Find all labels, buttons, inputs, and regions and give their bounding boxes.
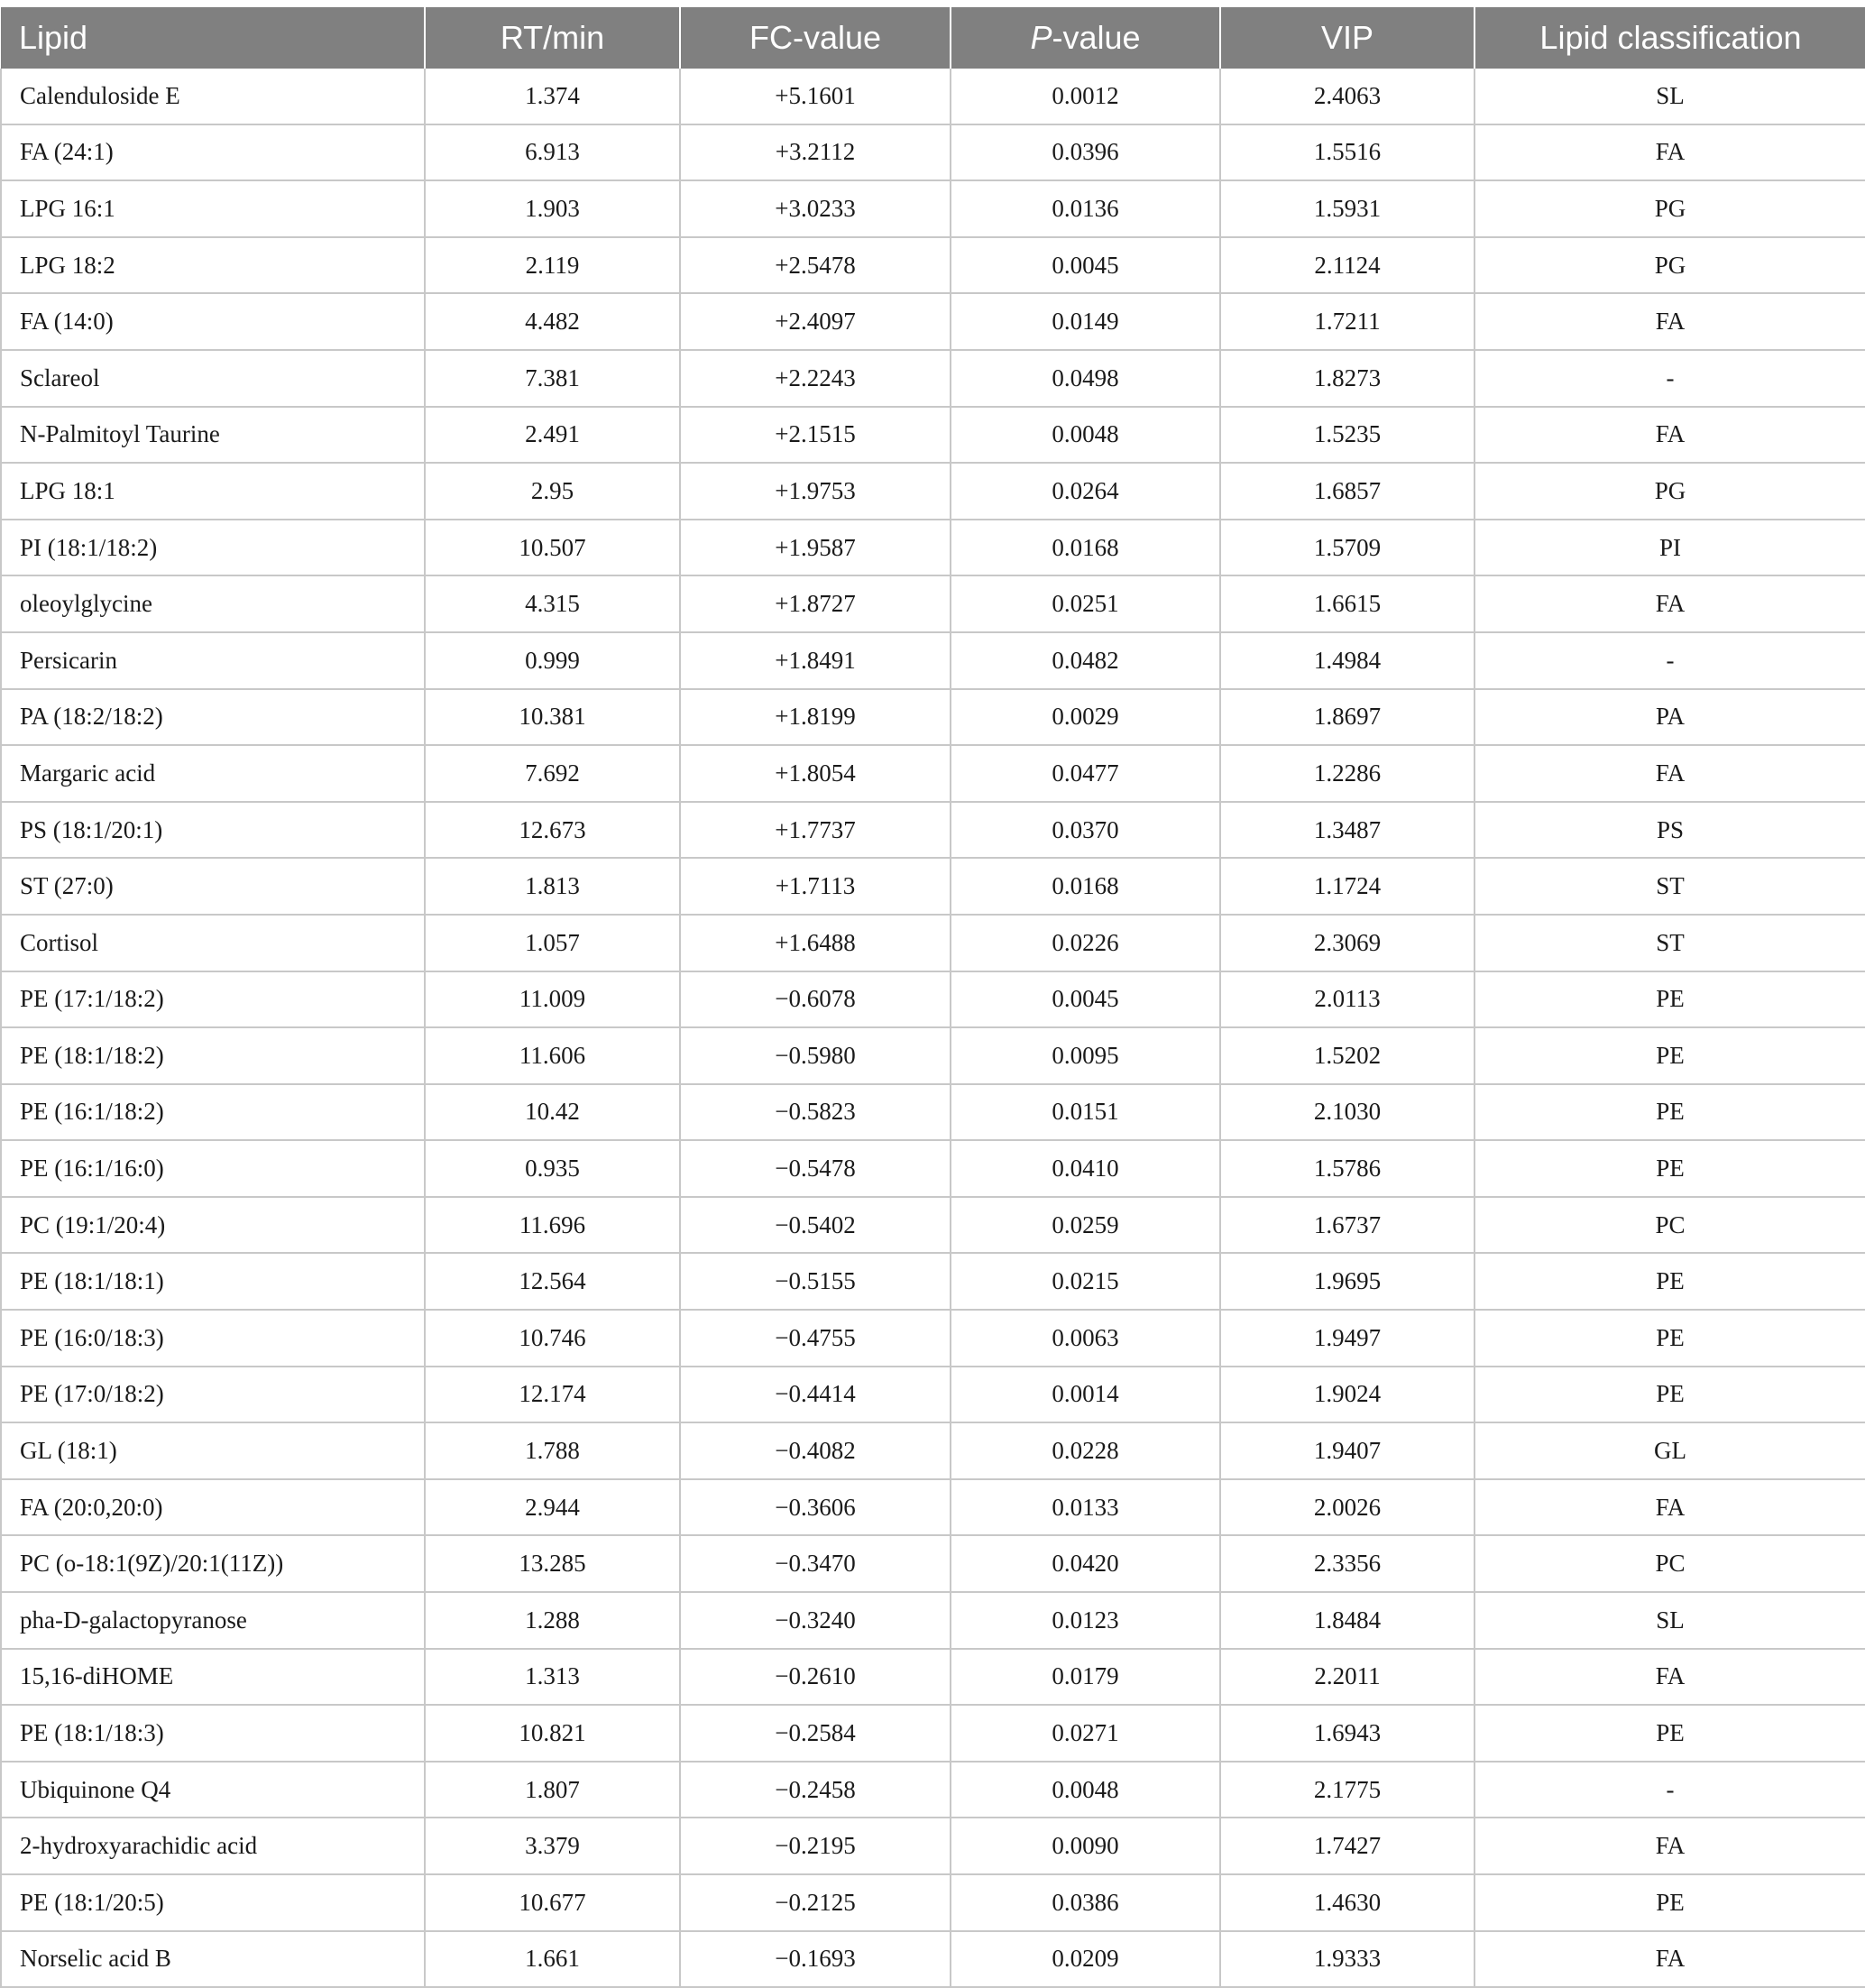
fc-value-cell: −0.5478 — [680, 1140, 951, 1197]
fc-value-cell: +1.8199 — [680, 689, 951, 746]
table-row — [1, 1310, 1865, 1367]
lipid-cell: LPG 18:2 — [1, 237, 425, 294]
p-value-cell: 0.0095 — [951, 1027, 1220, 1084]
classification-cell: PC — [1475, 1197, 1865, 1254]
vip-cell: 1.1724 — [1220, 858, 1475, 915]
table-row — [1, 689, 1865, 746]
classification-cell: FA — [1475, 1931, 1865, 1988]
classification-cell: FA — [1475, 1649, 1865, 1706]
fc-value-cell: +2.4097 — [680, 293, 951, 350]
table-row — [1, 463, 1865, 520]
fc-value-cell: +5.1601 — [680, 69, 951, 124]
p-value-cell: 0.0133 — [951, 1479, 1220, 1536]
p-value-cell: 0.0259 — [951, 1197, 1220, 1254]
p-value-cell: 0.0045 — [951, 237, 1220, 294]
classification-cell: PE — [1475, 1027, 1865, 1084]
lipid-cell: PE (16:1/16:0) — [1, 1140, 425, 1197]
lipid-cell: Calenduloside E — [1, 69, 425, 124]
p-value-cell: 0.0498 — [951, 350, 1220, 407]
lipid-cell: LPG 18:1 — [1, 463, 425, 520]
rt-cell: 11.009 — [425, 971, 680, 1028]
vip-cell: 1.6857 — [1220, 463, 1475, 520]
classification-cell: FA — [1475, 407, 1865, 464]
table-row — [1, 1762, 1865, 1818]
p-value-cell: 0.0209 — [951, 1931, 1220, 1988]
p-value-cell: 0.0168 — [951, 858, 1220, 915]
rt-cell: 12.673 — [425, 802, 680, 859]
table-body — [1, 69, 1865, 1987]
p-value-cell: 0.0149 — [951, 293, 1220, 350]
fc-value-cell: −0.3470 — [680, 1535, 951, 1592]
table-row — [1, 124, 1865, 181]
table-row — [1, 350, 1865, 407]
p-value-cell: 0.0386 — [951, 1874, 1220, 1931]
table-row — [1, 1197, 1865, 1254]
vip-cell: 1.6615 — [1220, 575, 1475, 632]
classification-cell: PE — [1475, 1310, 1865, 1367]
fc-value-cell: −0.5823 — [680, 1084, 951, 1141]
fc-value-cell: −0.3240 — [680, 1592, 951, 1649]
rt-cell: 1.807 — [425, 1762, 680, 1818]
table-row — [1, 180, 1865, 237]
classification-cell: ST — [1475, 858, 1865, 915]
fc-value-cell: +1.9753 — [680, 463, 951, 520]
vip-cell: 1.5235 — [1220, 407, 1475, 464]
classification-cell: SL — [1475, 1592, 1865, 1649]
lipid-cell: PE (16:1/18:2) — [1, 1084, 425, 1141]
classification-cell: PI — [1475, 520, 1865, 576]
vip-cell: 2.1124 — [1220, 237, 1475, 294]
fc-value-cell: +1.8727 — [680, 575, 951, 632]
rt-cell: 3.379 — [425, 1818, 680, 1874]
table-row — [1, 1422, 1865, 1479]
vip-cell: 1.7211 — [1220, 293, 1475, 350]
lipid-cell: PI (18:1/18:2) — [1, 520, 425, 576]
classification-cell: PE — [1475, 1705, 1865, 1762]
lipid-cell: Persicarin — [1, 632, 425, 689]
p-value-cell: 0.0063 — [951, 1310, 1220, 1367]
fc-value-cell: +1.9587 — [680, 520, 951, 576]
lipid-cell: Sclareol — [1, 350, 425, 407]
vip-cell: 2.4063 — [1220, 69, 1475, 124]
rt-cell: 1.313 — [425, 1649, 680, 1706]
header-p-suffix: -value — [1052, 19, 1141, 56]
p-value-cell: 0.0396 — [951, 124, 1220, 181]
p-value-cell: 0.0251 — [951, 575, 1220, 632]
lipid-cell: PC (19:1/20:4) — [1, 1197, 425, 1254]
vip-cell: 1.5709 — [1220, 520, 1475, 576]
lipid-cell: oleoylglycine — [1, 575, 425, 632]
rt-cell: 1.057 — [425, 915, 680, 971]
p-value-cell: 0.0048 — [951, 407, 1220, 464]
lipid-cell: PS (18:1/20:1) — [1, 802, 425, 859]
classification-cell: FA — [1475, 1818, 1865, 1874]
fc-value-cell: −0.2195 — [680, 1818, 951, 1874]
classification-cell: - — [1475, 350, 1865, 407]
fc-value-cell: +3.0233 — [680, 180, 951, 237]
rt-cell: 7.381 — [425, 350, 680, 407]
lipid-cell: Cortisol — [1, 915, 425, 971]
fc-value-cell: +2.2243 — [680, 350, 951, 407]
rt-cell: 2.119 — [425, 237, 680, 294]
fc-value-cell: +3.2112 — [680, 124, 951, 181]
fc-value-cell: +1.8491 — [680, 632, 951, 689]
lipid-cell: 15,16-diHOME — [1, 1649, 425, 1706]
p-value-cell: 0.0370 — [951, 802, 1220, 859]
rt-cell: 0.999 — [425, 632, 680, 689]
rt-cell: 10.381 — [425, 689, 680, 746]
vip-cell: 1.9024 — [1220, 1367, 1475, 1423]
fc-value-cell: −0.4755 — [680, 1310, 951, 1367]
p-value-cell: 0.0482 — [951, 632, 1220, 689]
p-value-cell: 0.0410 — [951, 1140, 1220, 1197]
rt-cell: 10.42 — [425, 1084, 680, 1141]
lipid-cell: ST (27:0) — [1, 858, 425, 915]
classification-cell: - — [1475, 1762, 1865, 1818]
lipid-cell: PC (o-18:1(9Z)/20:1(11Z)) — [1, 1535, 425, 1592]
vip-cell: 1.5931 — [1220, 180, 1475, 237]
classification-cell: PE — [1475, 1367, 1865, 1423]
table-row — [1, 971, 1865, 1028]
vip-cell: 1.9407 — [1220, 1422, 1475, 1479]
vip-cell: 1.8484 — [1220, 1592, 1475, 1649]
table-row — [1, 1253, 1865, 1310]
fc-value-cell: −0.2584 — [680, 1705, 951, 1762]
rt-cell: 1.288 — [425, 1592, 680, 1649]
p-value-cell: 0.0048 — [951, 1762, 1220, 1818]
table-row — [1, 1818, 1865, 1874]
classification-cell: PE — [1475, 1084, 1865, 1141]
lipid-cell: PE (18:1/20:5) — [1, 1874, 425, 1931]
table-row — [1, 1140, 1865, 1197]
table-row — [1, 915, 1865, 971]
fc-value-cell: −0.5402 — [680, 1197, 951, 1254]
fc-value-cell: −0.2125 — [680, 1874, 951, 1931]
rt-cell: 1.661 — [425, 1931, 680, 1988]
lipid-cell: PE (17:0/18:2) — [1, 1367, 425, 1423]
vip-cell: 1.9497 — [1220, 1310, 1475, 1367]
p-value-cell: 0.0420 — [951, 1535, 1220, 1592]
rt-cell: 1.788 — [425, 1422, 680, 1479]
rt-cell: 12.564 — [425, 1253, 680, 1310]
rt-cell: 4.315 — [425, 575, 680, 632]
p-value-cell: 0.0045 — [951, 971, 1220, 1028]
classification-cell: PE — [1475, 1253, 1865, 1310]
rt-cell: 10.746 — [425, 1310, 680, 1367]
vip-cell: 1.5202 — [1220, 1027, 1475, 1084]
lipid-cell: GL (18:1) — [1, 1422, 425, 1479]
p-value-cell: 0.0271 — [951, 1705, 1220, 1762]
lipid-cell: Ubiquinone Q4 — [1, 1762, 425, 1818]
fc-value-cell: −0.5980 — [680, 1027, 951, 1084]
table-row — [1, 1084, 1865, 1141]
header-p-value — [951, 7, 1220, 69]
rt-cell: 1.813 — [425, 858, 680, 915]
table-row — [1, 69, 1865, 124]
vip-cell: 2.3069 — [1220, 915, 1475, 971]
header-row — [1, 7, 1865, 69]
rt-cell: 0.935 — [425, 1140, 680, 1197]
fc-value-cell: −0.2458 — [680, 1762, 951, 1818]
table-row — [1, 237, 1865, 294]
table-header — [1, 7, 1865, 69]
fc-value-cell: +1.7113 — [680, 858, 951, 915]
header-rt: RT/min — [425, 7, 680, 69]
classification-cell: PS — [1475, 802, 1865, 859]
vip-cell: 1.6943 — [1220, 1705, 1475, 1762]
rt-cell: 10.821 — [425, 1705, 680, 1762]
lipid-cell: LPG 16:1 — [1, 180, 425, 237]
p-value-cell: 0.0151 — [951, 1084, 1220, 1141]
table-row — [1, 1479, 1865, 1536]
classification-cell: ST — [1475, 915, 1865, 971]
table-row — [1, 575, 1865, 632]
lipid-cell: FA (20:0,20:0) — [1, 1479, 425, 1536]
classification-cell: PG — [1475, 463, 1865, 520]
classification-cell: SL — [1475, 69, 1865, 124]
table-row — [1, 1027, 1865, 1084]
lipid-cell: FA (24:1) — [1, 124, 425, 181]
vip-cell: 1.4984 — [1220, 632, 1475, 689]
classification-cell: FA — [1475, 575, 1865, 632]
table-row — [1, 745, 1865, 802]
header-p-letter: P — [1030, 19, 1052, 56]
fc-value-cell: −0.5155 — [680, 1253, 951, 1310]
rt-cell: 11.606 — [425, 1027, 680, 1084]
rt-cell: 1.374 — [425, 69, 680, 124]
lipid-table — [0, 7, 1865, 1988]
classification-cell: FA — [1475, 1479, 1865, 1536]
p-value-cell: 0.0012 — [951, 69, 1220, 124]
vip-cell: 1.9333 — [1220, 1931, 1475, 1988]
fc-value-cell: +1.6488 — [680, 915, 951, 971]
fc-value-cell: −0.4414 — [680, 1367, 951, 1423]
vip-cell: 1.3487 — [1220, 802, 1475, 859]
header-vip: VIP — [1220, 7, 1475, 69]
rt-cell: 2.944 — [425, 1479, 680, 1536]
header-lipid-classification: Lipid classification — [1475, 7, 1865, 69]
vip-cell: 2.1030 — [1220, 1084, 1475, 1141]
vip-cell: 2.2011 — [1220, 1649, 1475, 1706]
lipid-cell: PE (18:1/18:3) — [1, 1705, 425, 1762]
table-row — [1, 1535, 1865, 1592]
classification-cell: PA — [1475, 689, 1865, 746]
fc-value-cell: +2.5478 — [680, 237, 951, 294]
classification-cell: PE — [1475, 1874, 1865, 1931]
vip-cell: 1.5786 — [1220, 1140, 1475, 1197]
rt-cell: 7.692 — [425, 745, 680, 802]
rt-cell: 6.913 — [425, 124, 680, 181]
p-value-cell: 0.0014 — [951, 1367, 1220, 1423]
rt-cell: 2.95 — [425, 463, 680, 520]
fc-value-cell: −0.2610 — [680, 1649, 951, 1706]
header-fc-value: FC-value — [680, 7, 951, 69]
vip-cell: 1.5516 — [1220, 124, 1475, 181]
vip-cell: 2.0113 — [1220, 971, 1475, 1028]
classification-cell: GL — [1475, 1422, 1865, 1479]
classification-cell: PG — [1475, 237, 1865, 294]
lipid-cell: PE (17:1/18:2) — [1, 971, 425, 1028]
classification-cell: PE — [1475, 971, 1865, 1028]
fc-value-cell: −0.3606 — [680, 1479, 951, 1536]
rt-cell: 10.677 — [425, 1874, 680, 1931]
rt-cell: 4.482 — [425, 293, 680, 350]
vip-cell: 1.4630 — [1220, 1874, 1475, 1931]
vip-cell: 1.8697 — [1220, 689, 1475, 746]
p-value-cell: 0.0226 — [951, 915, 1220, 971]
p-value-cell: 0.0228 — [951, 1422, 1220, 1479]
lipid-cell: PE (18:1/18:2) — [1, 1027, 425, 1084]
p-value-cell: 0.0179 — [951, 1649, 1220, 1706]
lipid-cell: Norselic acid B — [1, 1931, 425, 1988]
vip-cell: 1.7427 — [1220, 1818, 1475, 1874]
rt-cell: 10.507 — [425, 520, 680, 576]
rt-cell: 2.491 — [425, 407, 680, 464]
rt-cell: 12.174 — [425, 1367, 680, 1423]
lipid-cell: PE (16:0/18:3) — [1, 1310, 425, 1367]
lipid-cell: FA (14:0) — [1, 293, 425, 350]
p-value-cell: 0.0477 — [951, 745, 1220, 802]
classification-cell: FA — [1475, 745, 1865, 802]
p-value-cell: 0.0168 — [951, 520, 1220, 576]
fc-value-cell: −0.6078 — [680, 971, 951, 1028]
lipid-table-container — [0, 7, 1865, 1988]
table-row — [1, 1592, 1865, 1649]
p-value-cell: 0.0029 — [951, 689, 1220, 746]
table-row — [1, 1367, 1865, 1423]
table-row — [1, 1705, 1865, 1762]
fc-value-cell: +1.7737 — [680, 802, 951, 859]
table-row — [1, 802, 1865, 859]
classification-cell: FA — [1475, 124, 1865, 181]
vip-cell: 1.6737 — [1220, 1197, 1475, 1254]
classification-cell: PC — [1475, 1535, 1865, 1592]
vip-cell: 2.1775 — [1220, 1762, 1475, 1818]
fc-value-cell: −0.1693 — [680, 1931, 951, 1988]
classification-cell: PG — [1475, 180, 1865, 237]
fc-value-cell: +2.1515 — [680, 407, 951, 464]
fc-value-cell: −0.4082 — [680, 1422, 951, 1479]
lipid-cell: Margaric acid — [1, 745, 425, 802]
vip-cell: 2.3356 — [1220, 1535, 1475, 1592]
rt-cell: 1.903 — [425, 180, 680, 237]
p-value-cell: 0.0215 — [951, 1253, 1220, 1310]
lipid-cell: 2-hydroxyarachidic acid — [1, 1818, 425, 1874]
lipid-cell: PA (18:2/18:2) — [1, 689, 425, 746]
p-value-cell: 0.0090 — [951, 1818, 1220, 1874]
vip-cell: 1.9695 — [1220, 1253, 1475, 1310]
table-row — [1, 293, 1865, 350]
table-row — [1, 858, 1865, 915]
table-row — [1, 1649, 1865, 1706]
classification-cell: FA — [1475, 293, 1865, 350]
vip-cell: 2.0026 — [1220, 1479, 1475, 1536]
header-lipid: Lipid — [1, 7, 425, 69]
p-value-cell: 0.0123 — [951, 1592, 1220, 1649]
lipid-cell: PE (18:1/18:1) — [1, 1253, 425, 1310]
lipid-cell: N-Palmitoyl Taurine — [1, 407, 425, 464]
table-row — [1, 632, 1865, 689]
rt-cell: 13.285 — [425, 1535, 680, 1592]
table-row — [1, 520, 1865, 576]
classification-cell: PE — [1475, 1140, 1865, 1197]
lipid-cell: pha-D-galactopyranose — [1, 1592, 425, 1649]
vip-cell: 1.2286 — [1220, 745, 1475, 802]
p-value-cell: 0.0136 — [951, 180, 1220, 237]
fc-value-cell: +1.8054 — [680, 745, 951, 802]
table-row — [1, 407, 1865, 464]
classification-cell: - — [1475, 632, 1865, 689]
vip-cell: 1.8273 — [1220, 350, 1475, 407]
p-value-cell: 0.0264 — [951, 463, 1220, 520]
rt-cell: 11.696 — [425, 1197, 680, 1254]
table-row — [1, 1874, 1865, 1931]
